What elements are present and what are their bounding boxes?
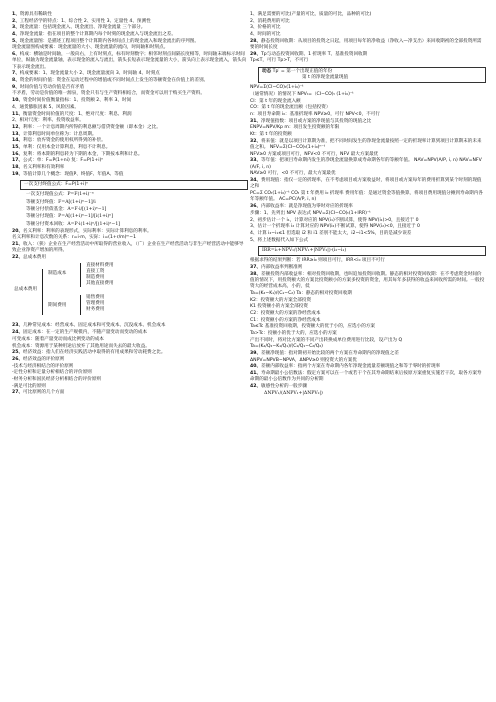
item-text: NPV=Σ(CI−CO)ₜ(1+i₀)⁻ᵗ bbox=[250, 85, 304, 91]
item-number: 18、 bbox=[12, 165, 23, 171]
item-number: 39、 bbox=[250, 351, 261, 356]
list-item bbox=[250, 39, 486, 52]
list-item bbox=[250, 191, 486, 204]
list-item bbox=[12, 242, 248, 255]
list-item bbox=[12, 357, 248, 363]
list-item bbox=[12, 172, 248, 178]
item-text: 寿命期最小公倍数法：假定方案可以在一个或若干个在其寿命期结束后按原方案重复实施若干次，取各方案寿命期的最小公倍数作为共同的分析期 bbox=[250, 371, 482, 383]
list-item bbox=[12, 105, 248, 111]
list-item bbox=[250, 291, 486, 297]
list-item bbox=[12, 91, 248, 97]
list-item bbox=[12, 78, 248, 84]
dyn-rhs: 第一个出现正值的年份 bbox=[286, 68, 333, 74]
list-item bbox=[12, 255, 248, 261]
item-text: -定性分析和定量分析相结合的评价原则 bbox=[12, 370, 92, 376]
item-text: 时间价值与劳动价值是否有矛盾 bbox=[19, 84, 85, 90]
item-text: CO：第 t 年的现金流出额（包括投资） bbox=[250, 105, 331, 111]
tree-period: 期间费用 bbox=[48, 303, 67, 309]
tree-period-item: 管理费用 bbox=[86, 301, 105, 307]
list-item bbox=[12, 138, 248, 144]
equation-row: 等额分付现值：P=A[(1+i)ⁿ−1]/[i(1+i)ⁿ] bbox=[26, 214, 113, 220]
item-text: 可变成本：随着产量变动而成比例变动的成本 bbox=[12, 336, 104, 342]
list-item bbox=[250, 384, 486, 390]
item-text: Kt：第 t 年的投资额 bbox=[250, 132, 292, 138]
irr-formula bbox=[258, 246, 486, 256]
item-number: 42、 bbox=[250, 384, 261, 390]
list-item bbox=[250, 132, 486, 138]
list-item bbox=[250, 25, 486, 31]
item-number: 16、 bbox=[12, 151, 23, 157]
item-text: n：项目寿命期 i₀：基准折现率 NPV≥0，可行 NPV<0，不可行 bbox=[250, 112, 380, 118]
equation-row: 一次支付现值公式：P=F(1+i)⁻ⁿ bbox=[26, 192, 94, 198]
list-item bbox=[12, 323, 248, 329]
item-number: 31、 bbox=[250, 118, 261, 124]
tree-manuf-item: 直接工资 bbox=[86, 269, 105, 275]
item-number: 32、 bbox=[250, 138, 261, 144]
item-number: 1、 bbox=[12, 12, 20, 17]
item-number: 34、 bbox=[250, 178, 261, 184]
item-text: -技术与经济相结合的评价原则 bbox=[12, 363, 74, 369]
item-number: 37、 bbox=[250, 264, 261, 270]
item-number: 3、 bbox=[12, 25, 20, 31]
item-text: 工程经济学的特点：1、综合性 2、实用性 3、定量性 4、预测性 bbox=[19, 18, 151, 24]
item-text: 3、价格的可比 bbox=[250, 25, 281, 31]
list-item bbox=[250, 304, 486, 310]
tree-period-item: 财务费用 bbox=[86, 307, 105, 313]
delta-irr-formula-text: ΔNPV₁/(ΔNPV₁+|ΔNPV₂|) bbox=[264, 391, 323, 397]
item-text: 4、通货膨胀因素 5、风险因素。 bbox=[12, 104, 80, 110]
item-text: 等值计算几个概念：现值P、终值F、年值A、等值 bbox=[23, 171, 124, 177]
item-text: 资源具有稀缺性 bbox=[19, 12, 52, 17]
list-item bbox=[12, 364, 248, 370]
item-number: 41、 bbox=[250, 371, 261, 377]
item-number: 8、 bbox=[12, 78, 20, 84]
item-text: 几种常见成本：经营成本、固定成本和可变成本、沉没成本、机会成本 bbox=[23, 323, 166, 329]
list-item bbox=[12, 25, 248, 31]
item-number: 21、 bbox=[12, 242, 23, 248]
item-text: 等年值：把项目寿命期内发生的净现金流量换算成寿命期各年的等额年值。 NAV=NPV(A/P, i, n) NAV=NFV(A/F, i, n) bbox=[250, 158, 482, 170]
item-text: Tp≤T，可行 Tp>T，不可行 bbox=[250, 58, 309, 64]
item-number: 33、 bbox=[250, 158, 261, 164]
list-item bbox=[12, 330, 248, 336]
item-text: 复利：将本期的利息转为下期的本金，下期按本利和计息。 bbox=[23, 151, 143, 157]
left-items-2 bbox=[12, 229, 248, 262]
list-item bbox=[250, 371, 486, 384]
item-number: 40、 bbox=[250, 364, 261, 370]
item-number: 13、 bbox=[12, 131, 23, 137]
item-number: 12、 bbox=[12, 124, 23, 130]
item-text: 4、时间的可比 bbox=[250, 32, 281, 38]
item-number: 38、 bbox=[250, 271, 261, 277]
item-number: 29、 bbox=[250, 51, 261, 57]
item-text: 差额内部收益率：指两个方案在寿命期内各年净现金流量差额现值之和等于零时的折现率 bbox=[261, 364, 441, 370]
series-label: 一次支付终值公式：F=P(1+i)ⁿ bbox=[24, 182, 89, 188]
item-text: CI：第 t 年的现金流入额 bbox=[250, 98, 301, 104]
item-text: K2：投资额大的方案全部投资 bbox=[250, 297, 312, 303]
cost-tree bbox=[12, 263, 248, 321]
list-item bbox=[250, 231, 486, 237]
item-text: 差额净现值：指对期初开始比较的两个方案在寿命期内的净现值之差 bbox=[261, 351, 399, 356]
list-item bbox=[250, 211, 486, 217]
list-item bbox=[250, 218, 486, 224]
list-item bbox=[250, 364, 486, 370]
list-item bbox=[250, 238, 486, 244]
item-text: 2、消耗费用的可比 bbox=[250, 18, 290, 24]
tree-manuf: 制造成本 bbox=[48, 271, 67, 277]
list-item bbox=[250, 178, 486, 191]
list-item bbox=[12, 118, 248, 124]
list-item bbox=[12, 370, 248, 376]
list-item bbox=[250, 258, 486, 264]
item-text: 收入：（狭）企业在生产经营活动中所取得的营业收入，（广）企业在生产经营活动与非生产经营活动中能够导致企业净资产增加的所得。 bbox=[12, 242, 244, 254]
list-item bbox=[12, 152, 248, 158]
item-text: 净现值指数：项目或方案的净现值与其投资的现值之比 bbox=[261, 118, 372, 124]
item-text: 静态投资回收期：从项目的投资之日起，用项目每年的净收益（净收入—净支出）来回收期初的全部投资所需要的时间长度 bbox=[250, 38, 482, 51]
tree-period-item: 销售费用 bbox=[86, 295, 105, 301]
list-item bbox=[12, 384, 248, 390]
right-items-3 bbox=[250, 258, 486, 390]
item-number: 2、 bbox=[12, 18, 20, 24]
list-item bbox=[12, 112, 248, 118]
item-text: NAV≥0 可行，<0 不可行，最大方案最优 bbox=[250, 171, 336, 177]
item-text: 2、初步估计一个 i₁，计算对应的 NPV(i₁)不断试算，使得 NPV(i₁)>0，且接近于 0 bbox=[250, 217, 419, 223]
list-item bbox=[250, 139, 486, 152]
list-item bbox=[250, 32, 486, 38]
dyn-note: 第 t 的净现金流量现值 bbox=[302, 75, 349, 81]
item-text: 固定成本：在一定的生产规模内，不随产量变动而变动的成本 bbox=[23, 330, 148, 336]
item-text: 利率：一个计息周期内所得的利息额与借贷资金额（即本金）之比。 bbox=[23, 124, 161, 130]
irr-formula-text: IRR=i₁+NPV₁/(NPV₁+|NPV₂|)·(i₂−i₁) bbox=[262, 247, 347, 253]
delta-irr-formula bbox=[264, 391, 486, 397]
item-text: 现金流量图构成要素：现金流量的大小、现金流量的流向，时间轴和时刻点。 bbox=[12, 45, 169, 51]
item-number: 4、 bbox=[12, 32, 20, 38]
item-text: 构成要素：1、现金流量大小 2、现金流量流向 3、时间轴 4、时刻点 bbox=[19, 71, 160, 77]
list-item bbox=[250, 318, 486, 324]
list-item bbox=[250, 204, 486, 210]
list-item bbox=[12, 125, 248, 131]
list-item bbox=[12, 132, 248, 138]
item-text: 2、相对尺度：利率、投资收益率。 bbox=[12, 118, 84, 124]
list-item bbox=[250, 158, 486, 171]
item-number: 6、 bbox=[12, 52, 20, 58]
list-item bbox=[250, 224, 486, 230]
item-text: 可比原则的几个方面 bbox=[23, 390, 65, 396]
item-text: Ta=(K₂/Q₂−K₁/Q₁)/(C₁/Q₁−C₂/Q₂) bbox=[250, 344, 323, 350]
list-item bbox=[250, 298, 486, 304]
list-item bbox=[250, 351, 486, 357]
item-text: 单利：仅用本金计算利息，利息不计利息。 bbox=[23, 144, 111, 150]
item-number: 5、 bbox=[12, 38, 20, 44]
list-item bbox=[250, 105, 486, 111]
dyn-label: 动态 bbox=[262, 68, 272, 74]
left-items-3 bbox=[12, 323, 248, 396]
list-item bbox=[12, 45, 248, 51]
item-text: 经济效益：指人们在经济实践活动中取得的有用成果和劳动耗费之比。 bbox=[23, 350, 166, 356]
equation-row: 等额分付资本回收：A=P·i(1+i)ⁿ/[(1+i)ⁿ−1] bbox=[26, 221, 121, 227]
item-number: 24、 bbox=[12, 330, 23, 336]
equation-list bbox=[12, 192, 248, 227]
item-text: 步骤：1、先列出 NPV 表达式 NPV=Σ(CI−CO)ₜ(1+IRR)⁻ᵗ bbox=[250, 210, 371, 216]
item-text: Tp与动态投资回收期、1 折现率 T、基准投资回收期 bbox=[261, 51, 368, 57]
item-text: 衡量资金时间价值的尺度：1、绝对尺度：利息、利润 bbox=[23, 111, 132, 117]
item-text: C2：投资额大的方案的净经营成本 bbox=[250, 310, 321, 316]
right-items bbox=[250, 12, 486, 65]
item-text: 根据求得的结果判断：若 IRR≥i₀ 则项目可行，IRR<i₀ 项目不可行 bbox=[250, 258, 385, 264]
list-item bbox=[250, 265, 486, 271]
list-item bbox=[250, 19, 486, 25]
list-item bbox=[12, 165, 248, 171]
item-text: 将来值：就是以项目计算期为准，把不同时间发生的净现金流量按照一定的折现率计算到项目计算期末的未来值之和。 NFV=Σ(CI−CO)ₜ(1+i₀)ⁿ⁻ᵗ bbox=[250, 138, 482, 151]
series-formula-box bbox=[20, 180, 248, 190]
list-item bbox=[250, 85, 486, 91]
item-text: 名义利率和有效利率 bbox=[23, 165, 65, 171]
item-text: 1、满足需要的可比(产量的可比，质量的可比，品种的可比) bbox=[250, 12, 372, 17]
item-text: ΔNPV=NPVB−NPVA，ΔNPV≥0 则投资大的方案优 bbox=[250, 357, 357, 363]
item-number: 25、 bbox=[12, 350, 23, 356]
equation-row: 等额分付偿债基金：A=F·i/[(1+i)ⁿ−1] bbox=[26, 206, 107, 212]
equation-row: 等额支付终值：F=A[(1+i)ⁿ−1]/i bbox=[26, 199, 96, 205]
item-text: PC=Σ COₜ(1+i₀)⁻ᵗ COₜ 第 t 年费用 i₀ 折现率 费用年值：是通过资金等值换算，将项目费用现值分摊到寿命期内各年等额年值。 AC=PC(A/P, i, n) bbox=[250, 191, 483, 203]
list-item bbox=[12, 12, 248, 18]
item-text: 差额投资内部收益率：相对投资回收期，也叫追加投资回收期。静态的相对投资回收期：在不考虑资金时间价值的情况下，用投资额大的方案比投资额小的方案多投资的资金，用其每年多获得的收益来回收所需的时间。一般投资大的经营成本高，小的，低 bbox=[250, 271, 485, 290]
list-item bbox=[250, 12, 486, 18]
item-text: 3、估计一个折现率 i₂ 计算对应的 NPV(i₂)不断试算，使得 NPV(i₂)<0，且接近于 0 bbox=[250, 224, 420, 230]
tree-manuf-item: 直接材料费用 bbox=[86, 263, 114, 269]
tree-manuf-item: 其他直接费用 bbox=[86, 281, 114, 287]
item-number: 23、 bbox=[12, 323, 23, 329]
item-text: 敏感性分析的一般步骤 bbox=[261, 384, 307, 390]
item-text: 内部收益率：就是净现值为零时对应的折现率 bbox=[261, 204, 353, 210]
item-text: Ta≤Tc 基准投资回收期，投资额大的优于小的，应选小的方案 bbox=[250, 324, 375, 330]
item-text: -财务分析和国民经济分析相结合的评价原则 bbox=[12, 376, 101, 382]
list-item bbox=[12, 98, 248, 104]
list-item bbox=[250, 112, 486, 118]
list-item bbox=[12, 145, 248, 151]
item-number: 7、 bbox=[12, 71, 20, 77]
list-item bbox=[250, 311, 486, 317]
tree-root: 总成本费用 bbox=[14, 287, 37, 293]
list-item bbox=[250, 171, 486, 177]
item-text: 4、计算 i₂−i₁≤1 但选取 i2 和 i1 差别不能太大，i2−i1<5%，目的是减少误差 bbox=[250, 230, 412, 236]
list-item bbox=[250, 58, 486, 64]
list-item bbox=[12, 235, 248, 241]
item-text: 利息：放弃资金的使用权所得到的补偿。 bbox=[23, 138, 106, 144]
item-text: 净现金流量：指在项目的整个计算期内每个时刻的现金流入与现金流出之差。 bbox=[19, 32, 176, 38]
right-column bbox=[250, 12, 486, 399]
list-item bbox=[12, 350, 248, 356]
item-text: 总成本费用 bbox=[23, 255, 46, 261]
dyn-lhs: Tp′ bbox=[272, 68, 280, 74]
list-item bbox=[250, 338, 486, 344]
left-column bbox=[12, 12, 248, 397]
item-text: Ta>Tc：投额小的优于大的，应选小的方案 bbox=[250, 330, 337, 336]
list-item bbox=[250, 331, 486, 337]
item-number: 22、 bbox=[12, 255, 23, 261]
item-text: Ta=(K₂−K₁)/(C₁−C₂) Ta：静态的相对投资回收期 bbox=[250, 290, 352, 296]
item-number: 19、 bbox=[12, 171, 23, 177]
list-item bbox=[250, 344, 486, 350]
item-text: 资金时间价值衡量指标：1、投资额 2、利率 3、时间 bbox=[23, 98, 132, 104]
item-text: 内部收益率判断准则 bbox=[261, 264, 303, 270]
tree-manuf-item: 制造费用 bbox=[86, 275, 105, 281]
item-text: 经济效益的评价原则 bbox=[23, 356, 65, 362]
item-text: -满足可比的原则 bbox=[12, 383, 46, 389]
item-number: 17、 bbox=[12, 158, 23, 164]
list-item bbox=[250, 92, 486, 98]
item-number: 27、 bbox=[12, 390, 23, 396]
list-item bbox=[12, 337, 248, 343]
item-text: 机会成本：资源用于某种用途后放弃了其他用途而失去的最大收益。 bbox=[12, 343, 150, 349]
item-number: 26、 bbox=[12, 356, 23, 362]
list-item bbox=[12, 71, 248, 77]
list-item bbox=[12, 390, 248, 396]
list-item bbox=[250, 272, 486, 291]
item-text: 不矛盾，劳动是价值的唯一源泉，资金只有与生产资料相结合，而资金可以用于购买生产资料。 bbox=[12, 91, 205, 97]
item-number: 28、 bbox=[250, 38, 261, 44]
list-item bbox=[12, 32, 248, 38]
dynamic-payback-box: 动态 Tp′ = 第一个出现正值的年份 第 t 的净现金流量现值 bbox=[258, 67, 486, 84]
item-text: 名义利率：利率的表现形式，实际利率：实际计算利息的利率。 bbox=[23, 228, 152, 234]
list-item bbox=[12, 344, 248, 350]
item-text: 公式：单：F=P(1+ni) 复：F=P(1+i)ⁿ bbox=[23, 158, 104, 164]
list-item bbox=[12, 52, 248, 71]
item-text: K1 投资额小的方案全部投资 bbox=[250, 304, 308, 310]
item-number: 36、 bbox=[250, 204, 261, 210]
item-text: 资金的时间价值：资金在运动过程中的增值或不同时间点上发生的等额资金在价值上的差别。 bbox=[19, 78, 209, 84]
right-items-2 bbox=[250, 85, 486, 244]
list-item bbox=[250, 324, 486, 330]
item-number: 10、 bbox=[12, 98, 23, 104]
item-text: 产出不同时，将对比方案的不同产出转换成单位费用进行比较，设产出为 Q bbox=[250, 337, 403, 343]
list-item bbox=[250, 125, 486, 131]
item-number: 20、 bbox=[12, 228, 23, 234]
item-text: 5、将上述数据代入如下公式 bbox=[250, 237, 309, 243]
item-text: 名义利率和计息次数的关系：r=i·m，实际：i=(1+r/m)ᵐ−1 bbox=[12, 235, 137, 241]
left-items bbox=[12, 12, 248, 178]
item-number: 14、 bbox=[12, 138, 23, 144]
item-number: 15、 bbox=[12, 144, 23, 150]
item-text: 现金流量图：是描述工程项目整个计算期内各时间点上的现金流入和现金流出的序列图。 bbox=[19, 38, 199, 44]
item-text: 计算利息时间单位称为：计息周期。 bbox=[23, 131, 97, 137]
item-text: 现金流量：包括现金流入、现金流出、净现金流量 三个部分。 bbox=[19, 25, 146, 31]
item-text: （通常情况）的情况下 NPVₜ=（CI−CO)ₜ (1+i₀)⁻ᵗ bbox=[250, 92, 354, 97]
item-number: 9、 bbox=[12, 84, 20, 90]
item-text: NFV≥0 方案或项目可行，NFV<0 不可行，NFV 最大方案最优 bbox=[250, 151, 379, 157]
item-number: 11、 bbox=[12, 111, 23, 117]
item-text: ENPV=NPV/Kp m：项目发生投资额的年限 bbox=[250, 125, 340, 131]
item-text: C1：投资额小的方案的净经营成本 bbox=[250, 317, 321, 323]
item-text: 费用现值：指仅一定的折现率，在不考虑项目或方案收益时，将项目或方案每年的费用折算到某个时刻的现值之和 bbox=[250, 178, 482, 190]
list-item bbox=[12, 377, 248, 383]
list-item bbox=[12, 158, 248, 164]
item-text: 构成：横轴是时间轴，一般向右，上有时刻点，标有时刻数字；相邻时刻点间隔长度相等，时间轴末端标示时间单位，纵轴为现金流量轴，表示现金的流入与流出，箭头长短表示现金流量的大小，箭头向上表示现金流入，箭头向下表示现金流出。 bbox=[12, 52, 247, 70]
